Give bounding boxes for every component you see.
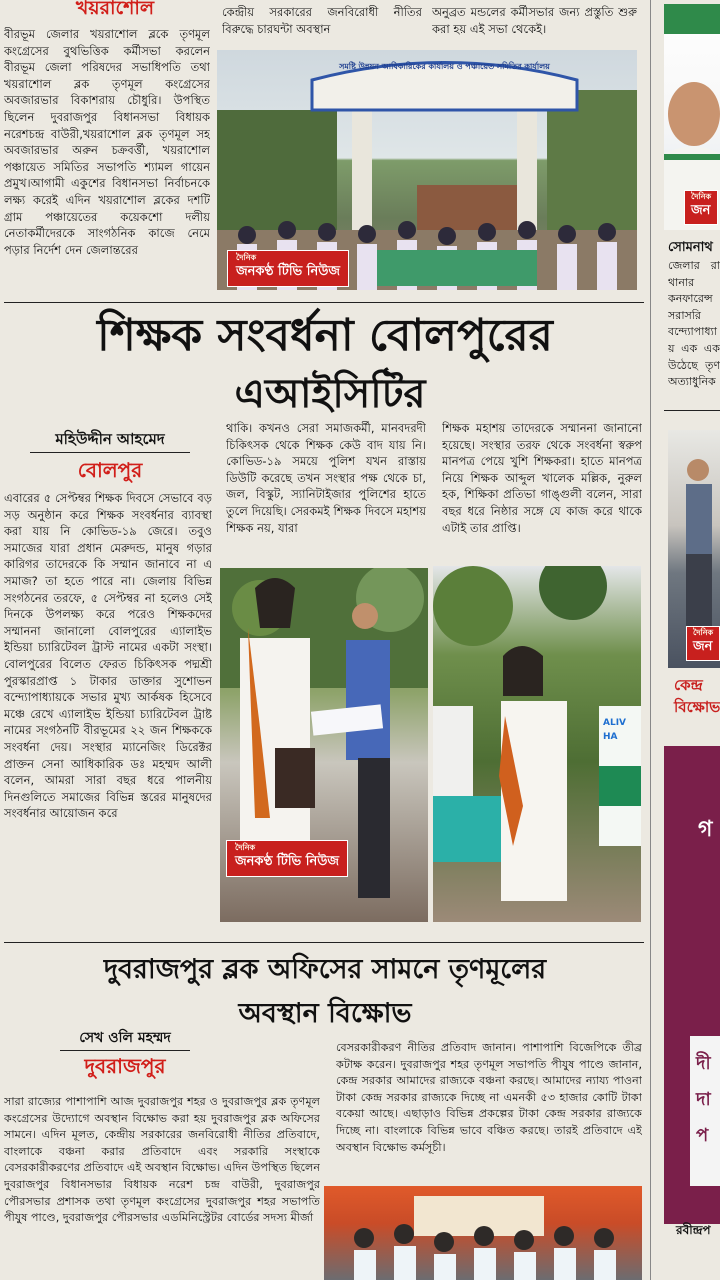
- protest-illustration: [324, 1186, 642, 1280]
- sidebar-magenta-panel: [664, 746, 720, 1224]
- top-photo-channel-badge: [227, 250, 349, 287]
- sidebar-photo-2-badge: [686, 626, 720, 661]
- article2-intro-text: সারা রাজ্যের পাশাপাশি আজ দুবরাজপুর শহর ও দুবরাজপুর ব্লক তৃণমূল কংগ্রেসের উদ্যোগে অবস্থান বিক্ষোভ করা হয় দুবরাজপুর ব্লক অফিসের সামনে। এদিন মূলত, কেন্দ্রীয় সরকারের জনবিরোধী নীতির প্রতিবাদে, বাংলাকে বঞ্চনা করার প্রতিবাদে এবং সরকারি সংস্থাকে বেসরকারীকরণের প্রতিবাদে এই অবস্থান বিক্ষোভ। এদিন উপস্থিত ছিলেন দুবরাজপুর বিধানসভার বিধায়ক নরেশ চন্দ্র বাউরী, দুবরাজপুর পৌরসভার প্রশাসক তথা তৃণমূল কংগ্রেসের দুবরাজপুর শহর সভাপতি পীযুষ পাণ্ডে, দুবরাজপুর পৌরসভার এডমিনিস্ট্রেটর বোর্ডের সদস্য মীর্জা: [4, 1095, 320, 1225]
- article1-place: বোলপুর: [77, 458, 143, 482]
- sidebar-photo-badge: [684, 190, 718, 225]
- place-label-khoyrashol: খয়রাশোল: [75, 0, 155, 19]
- article1-badge-daily: দৈনিক: [235, 843, 256, 852]
- article1-badge-text: জনকণ্ঠ টিভি নিউজ: [235, 854, 339, 869]
- top-photo: [217, 50, 637, 290]
- sidebar-badge2-daily: দৈনিক: [693, 628, 714, 637]
- sidebar-portrait-photo: [664, 4, 720, 230]
- sidebar-bottom-text: রবীন্দ্রপ: [676, 1223, 711, 1237]
- article1-photo-speaker: [433, 566, 641, 922]
- panel-letter: গ: [698, 817, 713, 842]
- top-column-3-text: অনুব্রত মন্ডলের কর্মীসভার জন্য প্রস্তুতি শুরু করা হয় এই সভা থেকেই।: [432, 5, 637, 36]
- badge-daily-label: দৈনিক: [236, 253, 257, 262]
- sidebar-divider: [664, 410, 720, 411]
- article1-photo-badge: [226, 840, 348, 877]
- column-divider-right: [650, 0, 651, 1280]
- article1-photo-felicitation: [220, 568, 428, 922]
- top-column-2-text: কেন্দ্রীয় সরকারের জনবিরোধী নীতির বিরুদ্ধে চারঘন্টা অবস্থান: [222, 5, 422, 36]
- article2-byline-rule: [60, 1050, 190, 1051]
- top-article-text: বীরভূম জেলার খয়রাশোল ব্লকে তৃণমূল কংগ্রেসের বুথভিত্তিক কর্মীসভা করলেন বীরভূম জেলা পরিষদের সভাধিপতি তথা খয়রাশোল ব্লক তৃণমূল কংগ্রেসের অবজারভার বিকাশরায় চৌধুরি। উপস্থিত ছিলেন দুবরাজপুর বিধানসভা বিধায়ক নরেশচন্দ্র বাউরী,খয়রাশোল ব্লক তৃণমূল সহ অবজারভার অরুন চক্রবর্ত্তী, খয়রাশোল পঞ্চায়েত সমিতির সভাপতি শ্যামল গায়েন প্রমুখ।আগামী একুশের বিধানসভা নির্বাচনকে লক্ষ্য করেই এদিন খয়রাশোল ব্লকের দশটি গ্রাম পঞ্চায়েতের কয়েকশো দলীয় নেতাকর্মীদেরকে সাংগঠনিক কাজে নেমে পড়ার নির্দেশ দেন জেলান্তরের: [4, 27, 210, 257]
- article2-place: দুবরাজপুর: [84, 1054, 166, 1078]
- article1-byline-rule: [30, 452, 190, 453]
- article2-byline: সেখ ওলি মহম্মদ: [79, 1030, 171, 1046]
- sidebar-name-label: সোমনাথ: [668, 240, 713, 255]
- section-divider-2: [4, 942, 644, 943]
- sidebar-badge-daily: দৈনিক: [691, 192, 712, 201]
- sidebar-photo-2: [668, 430, 720, 668]
- article2-right-text: বেসরকারীকরণ নীতির প্রতিবাদ জানান। পাশাপাশি বিজেপিকে তীব্র কটাক্ষ করেন। দুবরাজপুর শহর তৃণমূল সভাপতি পীযুষ পাণ্ডে জানান, কেন্দ্র সরকার আমাদের রাজ্যকে বঞ্চনা করছে। আমাদের ন্যায্য পাওনা টাকা কেন্দ্র সরকার রাজ্যকে দিচ্ছে না এমনকী ৫৩ হাজার কোটি টাকা বকেয়া আছে। এছাড়াও বিভিন্ন প্রকল্পের টাকা কেন্দ্র সরকার রাজ্যকে দিচ্ছে না। বাংলাকে বিভিন্ন ভাবে বঞ্চিত করছে। তারই প্রতিবাদে এই অবস্থান বিক্ষোভ কর্মসূচী।: [336, 1041, 642, 1154]
- sidebar-text: জেলার রা থানার কনফারেন্স সরাসরি বন্দ্যোপাধ্যায় এক এক উঠেছে তৃণ অত্যাধুনিক: [668, 259, 720, 389]
- article2-headline-line2: অবস্থান বিক্ষোভ: [238, 998, 412, 1029]
- sidebar-caption: কেন্দ্র বিক্ষোভ: [674, 676, 720, 716]
- article2-photo-protest: [324, 1186, 642, 1280]
- speaker-illustration: [433, 566, 641, 922]
- article1-byline: মহিউদ্দীন আহমেদ: [55, 430, 165, 448]
- article2-headline-line1: দুবরাজপুর ব্লক অফিসের সামনে তৃণমূলের: [103, 954, 547, 985]
- top-column-1: [0, 0, 215, 292]
- article1-col3-text: শিক্ষক মহাশয় তাদেরকে সম্মাননা জানানো হয়েছে। সংস্থার তরফ থেকে সংবর্ধনা স্বরুপ মানপত্র পেয়ে খুশি শিক্ষকরা। হাতে মানপত্র নিয়ে শিক্ষক আব্দুল খালেক মল্লিক, নুরুল হক, শিক্ষিকা প্রতিভা গাঙ্গুলী বলেন, সারা বছর ধরে নিষ্ঠার সঙ্গে যে কাজ করে থাকে এটাই তার প্রাপ্তি।: [442, 421, 642, 535]
- panel-card-text: দী দা প: [696, 1053, 711, 1146]
- article1-headline-line2: এআইসিটির: [234, 371, 426, 417]
- article1-banner-text: ALIV HA: [603, 718, 627, 742]
- badge-channel-name: জনকণ্ঠ টিভি নিউজ: [236, 264, 340, 279]
- article1-headline-line1: শিক্ষক সংবর্ধনা বোলপুরের: [97, 310, 553, 361]
- gate-sign-text: সমষ্টি উন্নয়ন আধিকারিকের কার্যালয় ও পঞ্চায়েত সমিতির কার্যালয়: [339, 62, 550, 71]
- panel-white-card: [690, 1036, 720, 1186]
- sidebar-badge-text: জন: [691, 203, 711, 218]
- article1-col2-text: থাকি। কখনও সেরা সমাজকর্মী, মানবদরদী চিকিৎসক থেকে শিক্ষক কেউ বাদ যায় নি। কোভিড-১৯ সময়ে পুলিশ যখন রাস্তায় ডিউটি করেছে তখন সংস্থার পক্ষ থেকে চা, জল, বিস্কুট, স্যানিটাইজার পুলিশের হাতে তুলে দিয়েছি। সেরকমই শিক্ষক দিবসে মহাশয় শিক্ষক নয়, যারা: [226, 421, 426, 535]
- article1-col1-text: এবারের ৫ সেপ্টম্বর শিক্ষক দিবসে সেভাবে বড় সড় অনুষ্ঠান করে শিক্ষক সংবর্ধনার ব্যাবস্থা করা যায় নি কোভিড-১৯ জেরে। তবুও সমাজের যারা প্রধান মেরুদন্ড, মানুষ গড়ার কারিগর তাদেরকে কি সম্মান জানাবে না এ সমাজ? তা হতে পারে না। জেলায় বিভিন্ন সংগঠনের তরফে, ৫ সেপ্টম্বর না হলেও সেই দিনকে উপলক্ষ্য করে পরেও শিক্ষকদের সম্মাননা জানালো বোলপুরের এ্যালাইভ ইন্ডিয়া চ্যারিটেবল ট্রাস্ট নামের একটা সংস্থা। বোলপুরের বিলেত ফেরত চিকিৎসক পদ্মশ্রী পুরস্কারপ্রাপ্ত ১ টাকার ডাক্তার সুশোভন বন্দ্যোপাধ্যায়কে সভার মুখ্য আর্কষক হিসেবে মঞ্চে রেখে এ্যালাইভ ইন্ডিয়া চ্যারিটেবল ট্রাষ্ট নামের সংগঠনটি বীরভূমের ২২ জন শিক্ষককে সংবর্ধনা দেয়। সংস্থার ম্যানেজিং ডিরেক্টর প্রাক্তন সেনা আধিকারিক ডঃ মহম্মদ আলী বলেন, আমরা সারা বছর ধরে পালনীয় দিনগুলিতে সমাজের বিভিন্ন স্তরের মানুষদের সংবর্ধনার আয়োজন করে: [4, 491, 212, 821]
- section-divider-1: [4, 302, 644, 303]
- sidebar-badge2-text: জন: [693, 639, 713, 654]
